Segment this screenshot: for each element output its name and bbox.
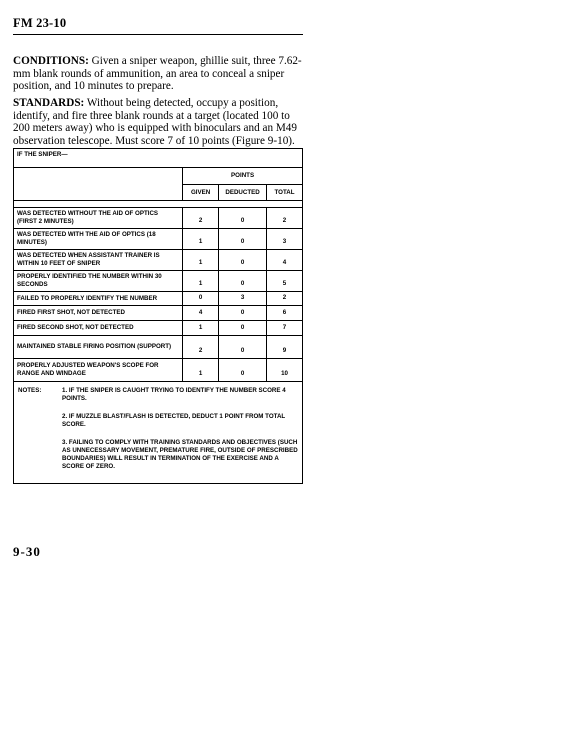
note-item: 1. IF THE SNIPER IS CAUGHT TRYING TO IDENTIFY THE NUMBER SCORE 4 POINTS. bbox=[62, 387, 286, 402]
deducted-cell: 0 bbox=[219, 208, 267, 229]
total-cell: 4 bbox=[267, 250, 303, 271]
condition-cell: MAINTAINED STABLE FIRING POSITION (SUPPORT) bbox=[14, 336, 183, 359]
standards-label: STANDARDS: bbox=[13, 97, 85, 109]
deducted-cell: 0 bbox=[219, 336, 267, 359]
given-column-header: GIVEN bbox=[183, 185, 219, 201]
notes-label: NOTES: bbox=[18, 387, 42, 394]
deducted-cell: 0 bbox=[219, 250, 267, 271]
note-item: 3. FAILING TO COMPLY WITH TRAINING STANDARDS AND OBJECTIVES (SUCH AS UNNECESSARY MOVEMENT, PREMATURE FIRE, OUTSIDE OF PRESCRIBED BOUNDARIES) WILL RESULT IN TERMINATION OF THE EXERCISE AND A SCORE OF ZERO. bbox=[62, 439, 298, 470]
table-row bbox=[14, 229, 303, 250]
given-cell: 2 bbox=[183, 208, 219, 229]
manual-id: FM 23-10 bbox=[13, 16, 67, 30]
conditions-text: Given a sniper weapon, ghillie suit, three 7.62-mm blank rounds of ammunition, an area to conceal a sniper position, and 10 minutes to prepare. bbox=[13, 55, 302, 93]
table-row bbox=[14, 292, 303, 306]
condition-cell: FAILED TO PROPERLY IDENTIFY THE NUMBER bbox=[14, 292, 183, 306]
table-row bbox=[14, 271, 303, 292]
page-number: 9-30 bbox=[13, 544, 41, 559]
total-column-header: TOTAL bbox=[267, 185, 303, 201]
given-cell: 4 bbox=[183, 306, 219, 321]
total-cell: 2 bbox=[267, 208, 303, 229]
deducted-cell: 0 bbox=[219, 359, 267, 382]
table-spacer bbox=[14, 201, 303, 208]
note-item: 2. IF MUZZLE BLAST/FLASH IS DETECTED, DEDUCT 1 POINT FROM TOTAL SCORE. bbox=[62, 413, 286, 428]
given-cell: 1 bbox=[183, 250, 219, 271]
condition-cell: PROPERLY IDENTIFIED THE NUMBER WITHIN 30 SECONDS bbox=[14, 271, 183, 292]
table-row bbox=[14, 208, 303, 229]
condition-cell: PROPERLY ADJUSTED WEAPON'S SCOPE FOR RANGE AND WINDAGE bbox=[14, 359, 183, 382]
deducted-cell: 3 bbox=[219, 292, 267, 306]
condition-cell: FIRED FIRST SHOT, NOT DETECTED bbox=[14, 306, 183, 321]
total-cell: 6 bbox=[267, 306, 303, 321]
table-intro: IF THE SNIPER— bbox=[14, 149, 303, 168]
given-cell: 0 bbox=[183, 292, 219, 306]
condition-cell: FIRED SECOND SHOT, NOT DETECTED bbox=[14, 321, 183, 336]
deducted-cell: 0 bbox=[219, 306, 267, 321]
deducted-column-header: DEDUCTED bbox=[219, 185, 267, 201]
condition-header-blank bbox=[14, 168, 183, 201]
standards-text: Without being detected, occupy a position, identify, and fire three blank rounds at a target (located 100 to 200 meters away) who is equipped with binoculars and an M49 observation telescope. Must score 7 of 10 points (Figure 9-10). bbox=[13, 97, 297, 147]
given-cell: 1 bbox=[183, 321, 219, 336]
standards-paragraph bbox=[13, 97, 303, 147]
deducted-cell: 0 bbox=[219, 229, 267, 250]
table-row bbox=[14, 250, 303, 271]
page-header bbox=[13, 16, 303, 35]
scoring-table-container bbox=[13, 148, 303, 484]
total-cell: 2 bbox=[267, 292, 303, 306]
scoring-table bbox=[13, 148, 303, 484]
deducted-cell: 0 bbox=[219, 271, 267, 292]
conditions-paragraph bbox=[13, 55, 303, 93]
total-cell: 7 bbox=[267, 321, 303, 336]
conditions-label: CONDITIONS: bbox=[13, 55, 89, 67]
notes-cell bbox=[14, 382, 303, 484]
table-row bbox=[14, 306, 303, 321]
total-cell: 9 bbox=[267, 336, 303, 359]
deducted-cell: 0 bbox=[219, 321, 267, 336]
given-cell: 1 bbox=[183, 271, 219, 292]
condition-cell: WAS DETECTED WITH THE AID OF OPTICS (18 MINUTES) bbox=[14, 229, 183, 250]
table-row bbox=[14, 336, 303, 359]
header-rule bbox=[13, 34, 303, 35]
notes-row bbox=[14, 382, 303, 484]
table-row bbox=[14, 359, 303, 382]
total-cell: 3 bbox=[267, 229, 303, 250]
given-cell: 1 bbox=[183, 359, 219, 382]
condition-cell: WAS DETECTED WHEN ASSISTANT TRAINER IS WITHIN 10 FEET OF SNIPER bbox=[14, 250, 183, 271]
total-cell: 5 bbox=[267, 271, 303, 292]
given-cell: 2 bbox=[183, 336, 219, 359]
table-row bbox=[14, 321, 303, 336]
condition-cell: WAS DETECTED WITHOUT THE AID OF OPTICS (FIRST 2 MINUTES) bbox=[14, 208, 183, 229]
total-cell: 10 bbox=[267, 359, 303, 382]
notes-list bbox=[62, 387, 298, 471]
given-cell: 1 bbox=[183, 229, 219, 250]
points-header: POINTS bbox=[183, 168, 303, 185]
